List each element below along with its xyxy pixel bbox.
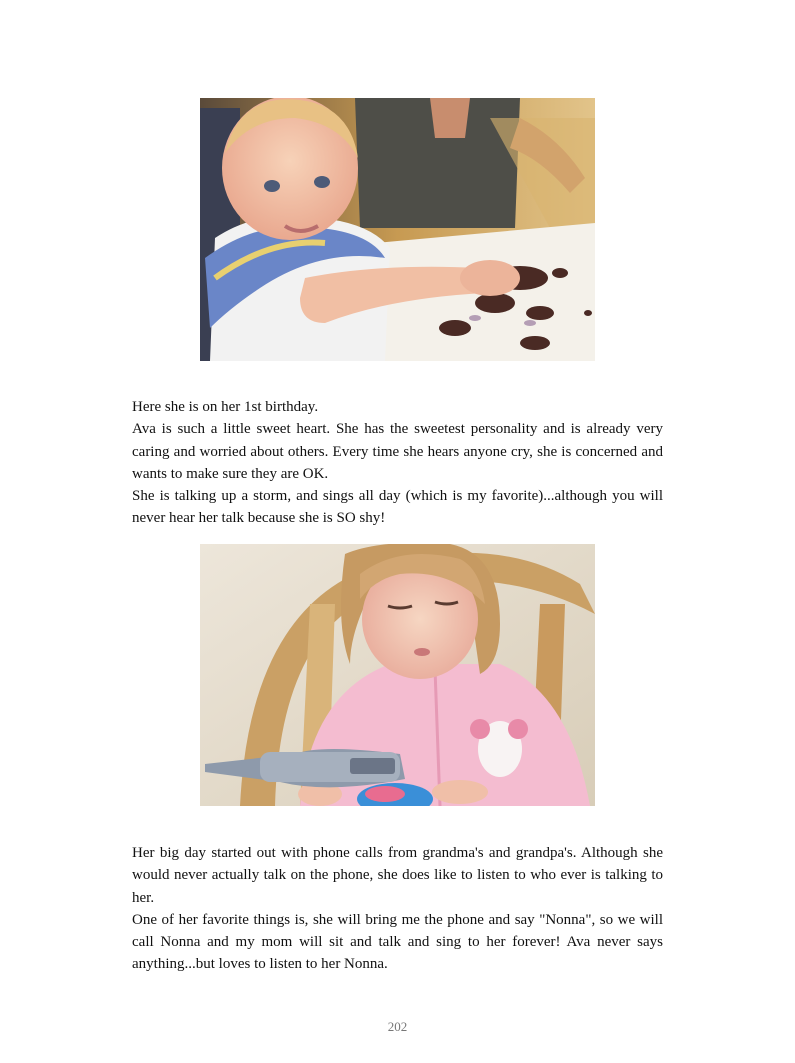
paragraph: Her big day started out with phone calls from grandma's and grandpa's. Although she would never actually talk on the phone, she does like to listen to who ever is talking to her. bbox=[132, 845, 663, 906]
page-number: 202 bbox=[387, 1019, 408, 1034]
second-text-block bbox=[132, 842, 663, 976]
paragraph: She is talking up a storm, and sings all day (which is my favorite)...although you will never hear her talk because she is SO shy! bbox=[132, 488, 663, 527]
birthday-cake-photo bbox=[200, 98, 595, 361]
paragraph: Ava is such a little sweet heart. She has the sweetest personality and is already very caring and worried about others. Every time she hears anyone cry, she is concerned and wants to make sure they are OK. bbox=[132, 421, 663, 482]
toy-phone-photo bbox=[200, 544, 595, 806]
first-text-block bbox=[132, 396, 663, 530]
paragraph: Here she is on her 1st birthday. bbox=[132, 399, 319, 415]
paragraph: One of her favorite things is, she will bring me the phone and say "Nonna", so we will call Nonna and my mom will sit and talk and sing to her forever! Ava never says anything...but loves to listen to her Nonna. bbox=[132, 911, 663, 973]
